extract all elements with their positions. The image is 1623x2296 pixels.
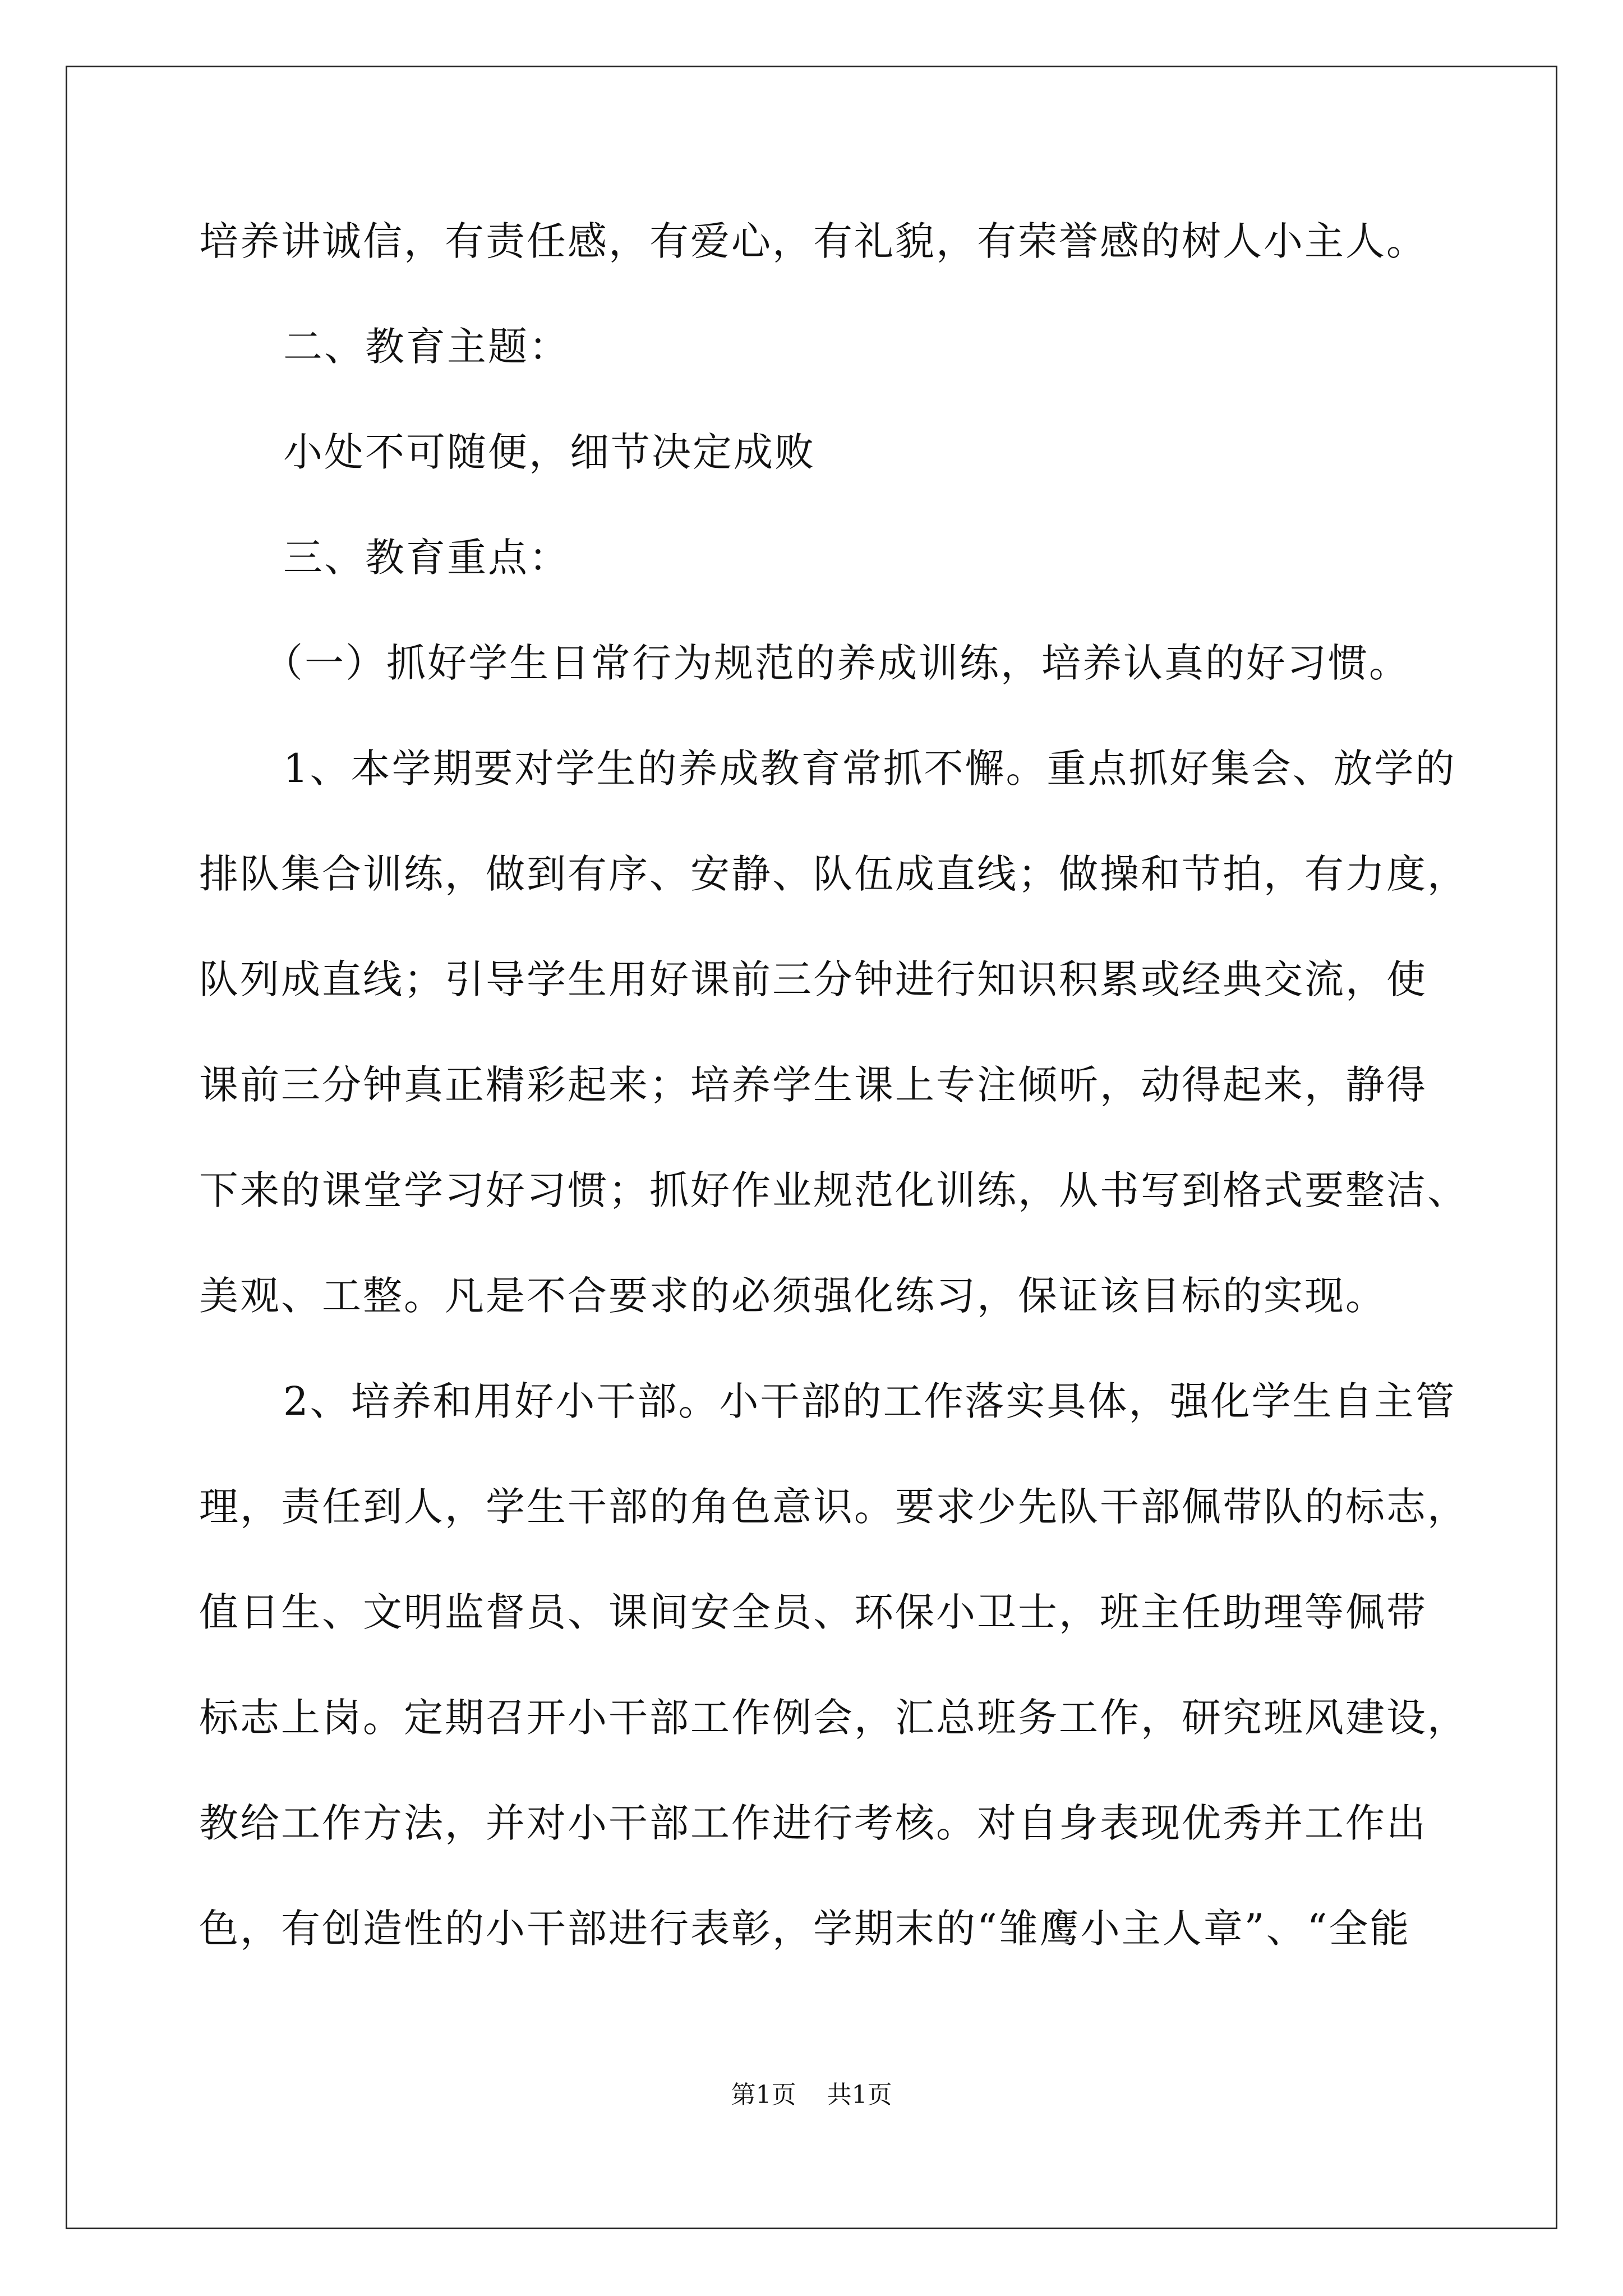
text-line: 下来的课堂学习好习惯；抓好作业规范化训练，从书写到格式要整洁、 — [199, 1167, 1468, 1213]
text-line: 理，责任到人，学生干部的角色意识。要求少先队干部佩带队的标志， — [199, 1484, 1468, 1530]
text-line: 美观、工整。凡是不合要求的必须强化练习，保证该目标的实现。 — [199, 1273, 1386, 1319]
section-heading: 三、教育重点： — [283, 535, 570, 581]
text-line: 课前三分钟真正精彩起来；培养学生课上专注倾听，动得起来，静得 — [199, 1062, 1427, 1108]
subsection-heading: （一）抓好学生日常行为规范的养成训练，培养认真的好习惯。 — [264, 640, 1410, 686]
document-body — [199, 218, 1472, 2014]
text-line: 色，有创造性的小干部进行表彰，学期末的“雏鹰小主人章”、“全能 — [199, 1906, 1411, 1952]
text-line: 排队集合训练，做到有序、安静、队伍成直线；做操和节拍，有力度， — [199, 851, 1468, 897]
text-line: 2、培养和用好小干部。小干部的工作落实具体，强化学生自主管 — [283, 1378, 1456, 1424]
page-number-total: 共1页 — [827, 2081, 892, 2109]
theme-text: 小处不可随便，细节决定成败 — [283, 429, 815, 475]
text-line: 1、本学期要对学生的养成教育常抓不懈。重点抓好集会、放学的 — [283, 746, 1456, 792]
text-line: 培养讲诚信，有责任感，有爱心，有礼貌，有荣誉感的树人小主人。 — [199, 218, 1427, 264]
text-line: 教给工作方法，并对小干部工作进行考核。对自身表现优秀并工作出 — [199, 1800, 1427, 1846]
text-line: 标志上岗。定期召开小干部工作例会，汇总班务工作，研究班风建设， — [199, 1695, 1468, 1741]
page-number-current: 第1页 — [731, 2081, 796, 2109]
page-footer — [0, 2081, 1623, 2109]
section-heading: 二、教育主题： — [283, 324, 570, 370]
text-line: 值日生、文明监督员、课间安全员、环保小卫士，班主任助理等佩带 — [199, 1589, 1427, 1635]
text-line: 队列成直线；引导学生用好课前三分钟进行知识积累或经典交流，使 — [199, 956, 1427, 1002]
